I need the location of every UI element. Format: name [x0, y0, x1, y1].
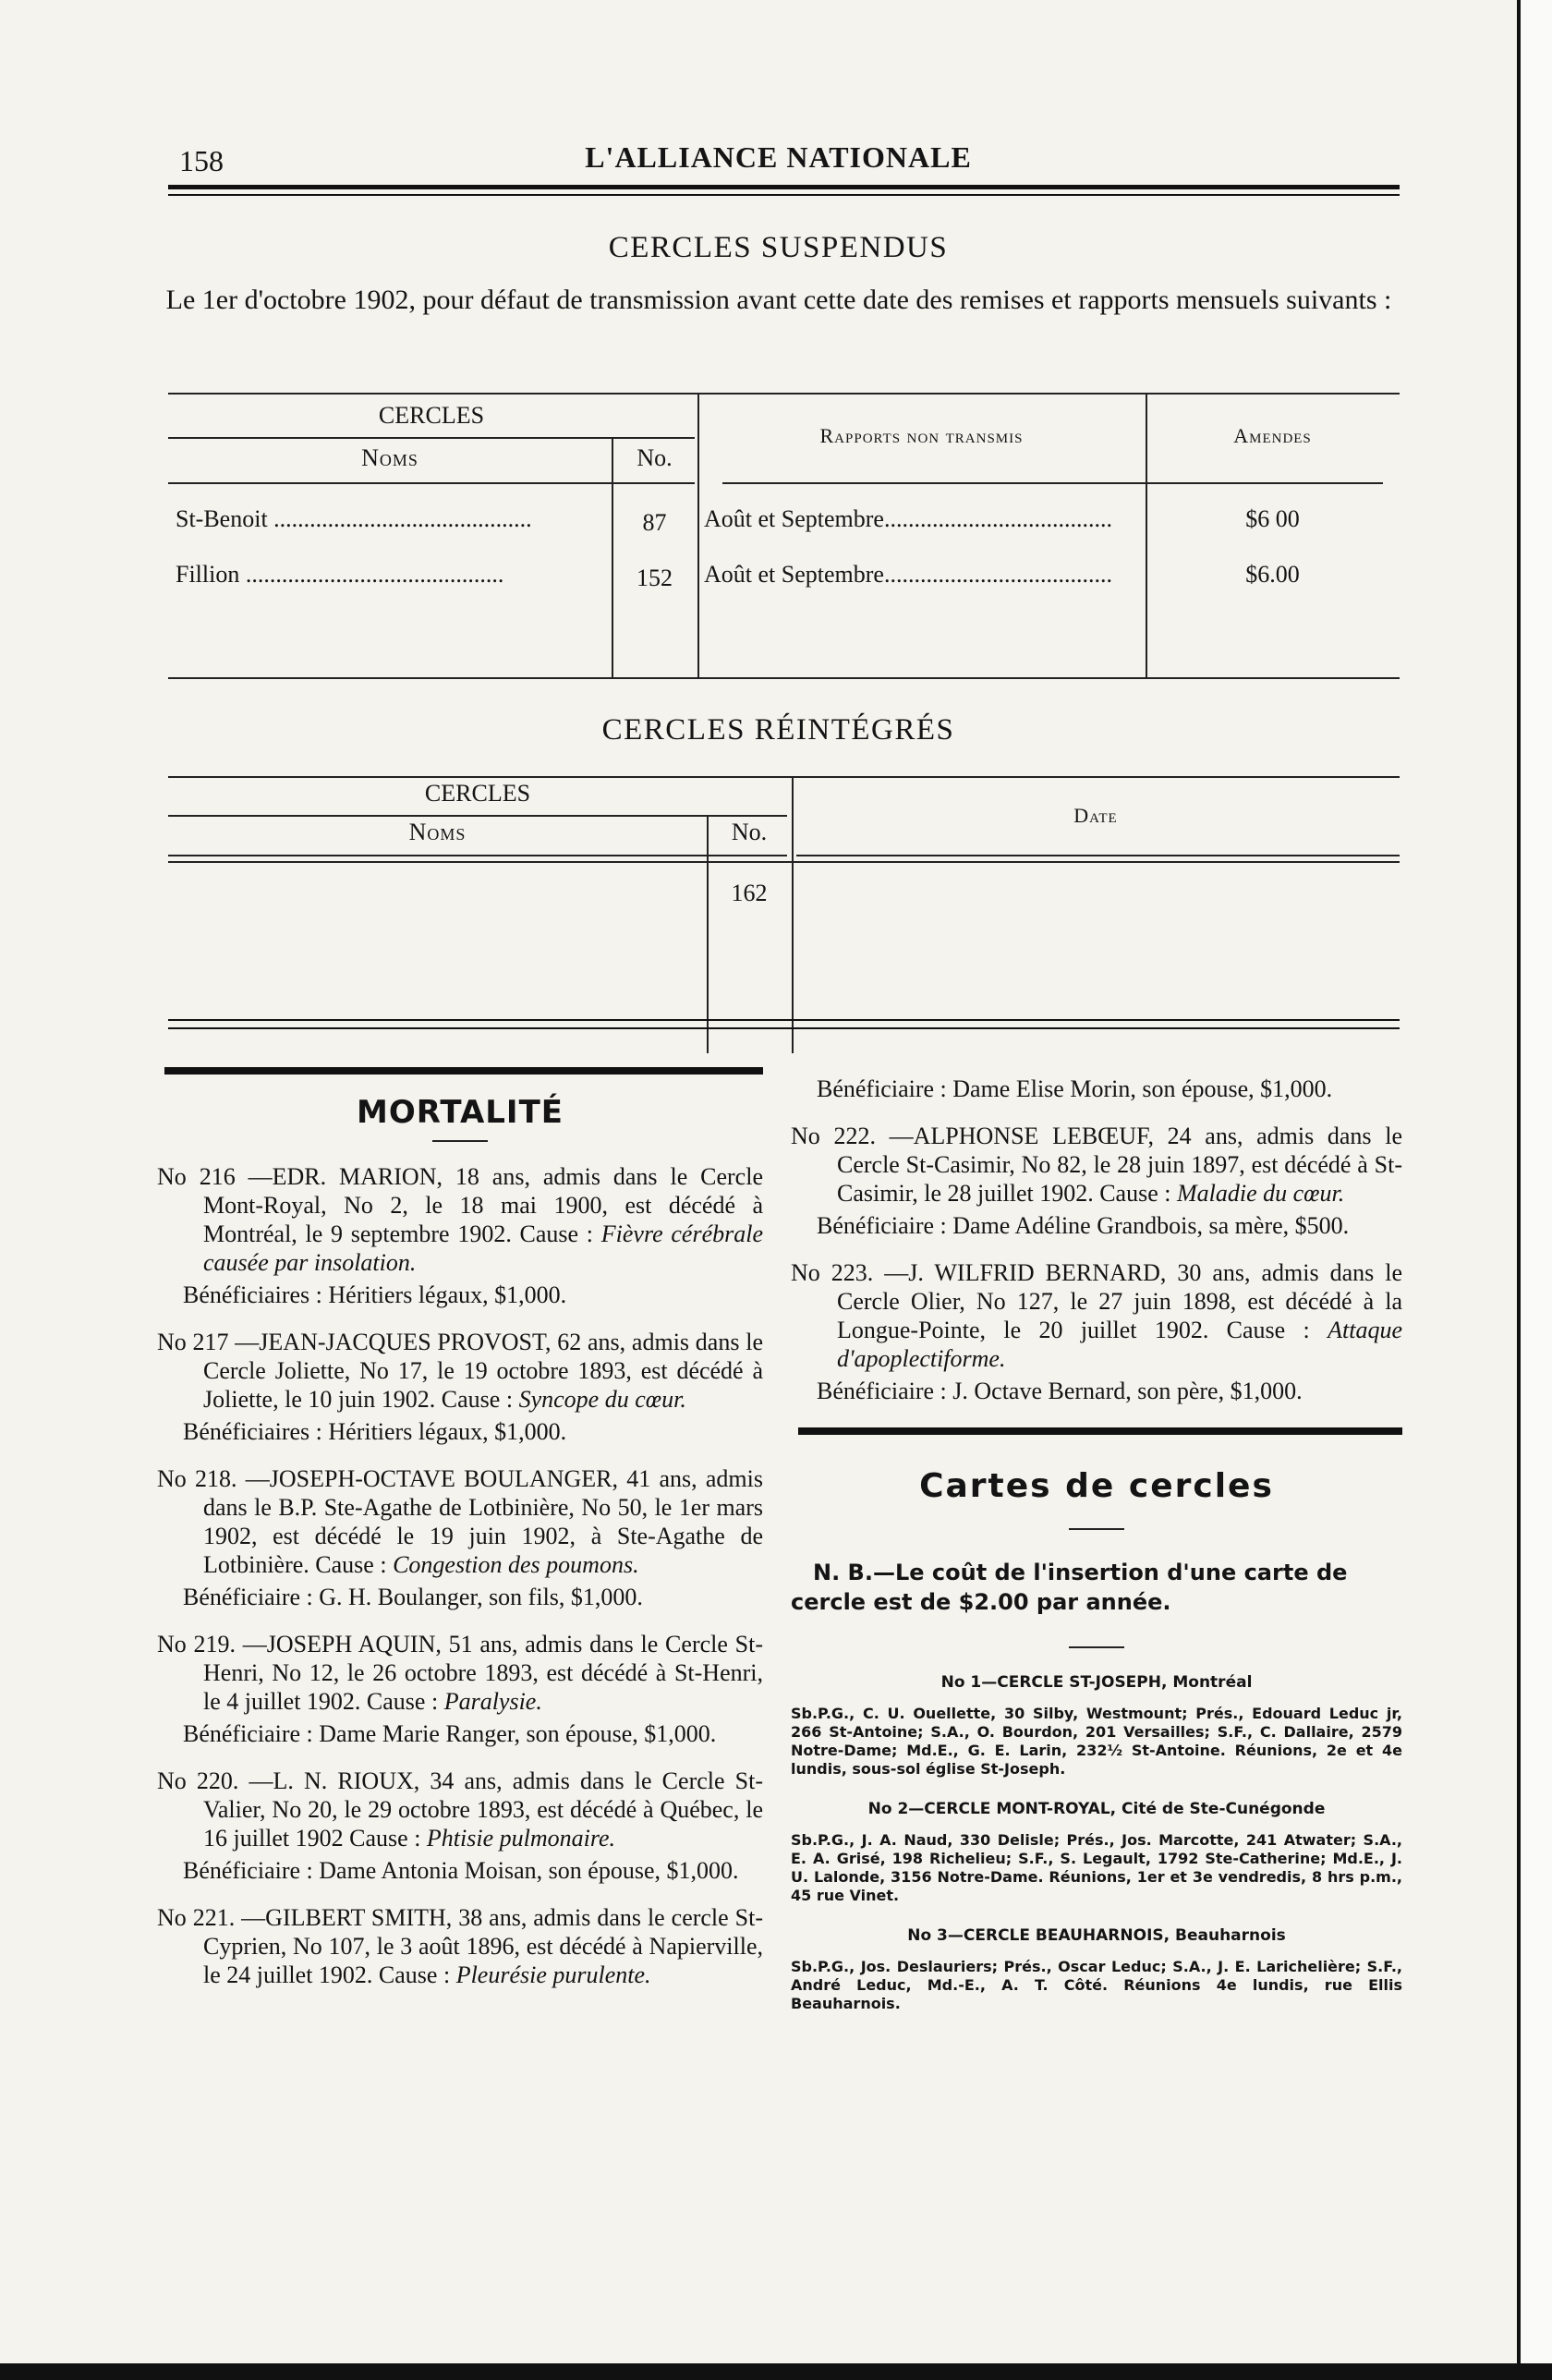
- journal-title: L'ALLIANCE NATIONALE: [585, 140, 972, 174]
- suspendus-col-group: CERCLES: [378, 402, 485, 429]
- suspendus-intro: Le 1er d'octobre 1902, pour défaut de transmission avant cette date des remises et rapports mensuels suivants :: [165, 285, 1392, 315]
- suspendus-col-no: No.: [637, 444, 673, 471]
- cercle-2-heading: No 2—CERCLE MONT-ROYAL, Cité de Ste-Cunégonde: [867, 1800, 1326, 1818]
- obituary-entry-219: No 219. —JOSEPH AQUIN, 51 ans, admis dans le Cercle St-Henri, No 12, le 26 octobre 1893, est décédé à St-Henri, le 4 juillet 1902. Cause : Paralysie.: [157, 1631, 763, 1715]
- left-column: [157, 1067, 763, 1989]
- reintegres-table: [168, 776, 1400, 1018]
- obituary-benef-217: Bénéficiaires : Héritiers légaux, $1,000.: [183, 1418, 567, 1445]
- suspendus-col-rapports: Rapports non transmis: [819, 424, 1024, 447]
- suspendus-row-1-no: 87: [642, 509, 667, 536]
- obituary-entry-220: No 220. —L. N. RIOUX, 34 ans, admis dans le Cercle St-Valier, No 20, le 29 octobre 1893, est décédé à Québec, le 16 juillet 1902 Cause : Phtisie pulmonaire.: [157, 1767, 763, 1852]
- suspendus-table: [168, 393, 1400, 679]
- obituary-entry-218: No 218. —JOSEPH-OCTAVE BOULANGER, 41 ans, admis dans le B.P. Ste-Agathe de Lotbinière, No 50, le 1er mars 1902, est décédé le 19 juin 1902, à Ste-Agathe de Lotbinière. Cause : Congestion des poumons.: [157, 1465, 763, 1578]
- cercle-1-body: Sb.P.G., C. U. Ouellette, 30 Silby, Westmount; Prés., Edouard Leduc jr, 266 St-Antoine; S.A., O. Bourdon, 201 Versailles; S.F., C. Dallaire, 2579 Notre-Dame; Md.E., G. E. Larin, 232½ St-Antoine. Réunions, 2e et 4e lundis, sous-sol église St-Joseph.: [791, 1705, 1402, 1778]
- header-rule: [168, 185, 1400, 189]
- running-head: [157, 140, 1400, 181]
- cartes-top-bar: [798, 1427, 1402, 1435]
- obituary-entry-216: No 216 —EDR. MARION, 18 ans, admis dans le Cercle Mont-Royal, No 2, le 18 mai 1900, est décédé à Montréal, le 9 septembre 1902. Cause : Fièvre cérébrale causée par insolation.: [157, 1163, 764, 1276]
- suspendus-row-1-amende: $6 00: [1245, 505, 1300, 532]
- reintegres-col-date: Date: [1073, 804, 1118, 827]
- reintegres-col-group: CERCLES: [424, 780, 531, 807]
- reintegres-col-no: No.: [731, 819, 768, 845]
- mortalite-top-bar: [164, 1067, 763, 1075]
- cartes-note-rule: [1069, 1646, 1124, 1648]
- suspendus-col-amendes: Amendes: [1233, 424, 1312, 447]
- obituary-benef-218: Bénéficiaire : G. H. Boulanger, son fils, $1,000.: [183, 1584, 643, 1610]
- cartes-title: Cartes de cercles: [919, 1467, 1274, 1505]
- reintegres-col-noms: Noms: [408, 819, 467, 845]
- table-end-rule-2: [168, 1027, 1400, 1029]
- obituary-entry-221: No 221. —GILBERT SMITH, 38 ans, admis dans le cercle St-Cyprien, No 107, le 3 août 1896, est décédé à Napierville, le 24 juillet 1902. Cause : Pleurésie purulente.: [157, 1904, 763, 1988]
- suspendus-row-1-rapport: Août et Septembre......................................: [704, 505, 1112, 532]
- obituary-benef-219: Bénéficiaire : Dame Marie Ranger, son épouse, $1,000.: [183, 1720, 717, 1747]
- reintegres-title: CERCLES RÉINTÉGRÉS: [601, 713, 955, 747]
- suspendus-title: CERCLES SUSPENDUS: [608, 231, 949, 264]
- cartes-title-rule: [1069, 1528, 1124, 1530]
- cercle-3-body: Sb.P.G., Jos. Deslauriers; Prés., Oscar Leduc; S.A., J. E. Larichelière; S.F., André Leduc, Md.-E., A. T. Côté. Réunions 4e lundis, rue Ellis Beauharnois.: [791, 1958, 1402, 2012]
- cercle-1-heading: No 1—CERCLE ST-JOSEPH, Montréal: [940, 1673, 1253, 1692]
- suspendus-row-1-nom: St-Benoit ...........................................: [176, 505, 532, 532]
- obituary-entry-223: No 223. —J. WILFRID BERNARD, 30 ans, admis dans le Cercle Olier, No 127, le 27 juin 1898, est décédé à la Longue-Pointe, le 20 juillet 1902. Cause : Attaque d'apoplectiforme.: [791, 1259, 1402, 1372]
- suspendus-col-noms: Noms: [361, 444, 418, 471]
- right-column: [791, 1067, 1402, 2022]
- suspendus-row-2-rapport: Août et Septembre......................................: [704, 561, 1112, 588]
- table-end-rule-1: [168, 1019, 1400, 1021]
- mortalite-title: MORTALITÉ: [357, 1094, 564, 1131]
- mortalite-title-rule: [432, 1140, 488, 1142]
- cercle-2-body: Sb.P.G., J. A. Naud, 330 Delisle; Prés., Jos. Marcotte, 241 Atwater; S.A., E. A. Grisé, 198 Richelieu; S.F., S. Legault, 1792 Ste-Catherine; Md.E., J. U. Lalonde, 3156 Notre-Dame. Réunions, 1er et 3e vendredis, 8 hrs p.m., 45 rue Vinet.: [791, 1831, 1402, 1904]
- page: [157, 0, 1400, 2380]
- page-number: 158: [179, 144, 224, 177]
- suspendus-row-2-no: 152: [637, 565, 673, 591]
- obituary-benef-222: Bénéficiaire : Dame Adéline Grandbois, sa mère, $500.: [817, 1212, 1350, 1239]
- obituary-benef-221: Bénéficiaire : Dame Elise Morin, son épouse, $1,000.: [817, 1075, 1333, 1102]
- page-edge-right: [1517, 0, 1552, 2380]
- obituary-benef-223: Bénéficiaire : J. Octave Bernard, son père, $1,000.: [817, 1378, 1303, 1404]
- obituary-benef-216: Bénéficiaires : Héritiers légaux, $1,000.: [183, 1281, 567, 1308]
- obituary-benef-220: Bénéficiaire : Dame Antonia Moisan, son épouse, $1,000.: [183, 1857, 739, 1884]
- suspendus-row-2-nom: Fillion ...........................................: [176, 561, 504, 588]
- header-rule-thin: [168, 194, 1400, 196]
- obituary-entry-217: No 217 —JEAN-JACQUES PROVOST, 62 ans, admis dans le Cercle Joliette, No 17, le 19 octobre 1893, est décédé à Joliette, le 10 juin 1902. Cause : Syncope du cœur.: [157, 1329, 763, 1413]
- obituary-entry-222: No 222. —ALPHONSE LEBŒUF, 24 ans, admis dans le Cercle St-Casimir, No 82, le 28 juin 1897, est décédé à St-Casimir, le 28 juillet 1902. Cause : Maladie du cœur.: [791, 1123, 1402, 1207]
- cartes-note: N. B.—Le coût de l'insertion d'une carte de cercle est de $2.00 par année.: [791, 1560, 1348, 1615]
- suspendus-row-2-amende: $6.00: [1245, 561, 1300, 588]
- cercle-3-heading: No 3—CERCLE BEAUHARNOIS, Beauharnois: [907, 1926, 1286, 1945]
- reintegres-row-1-no: 162: [731, 880, 768, 906]
